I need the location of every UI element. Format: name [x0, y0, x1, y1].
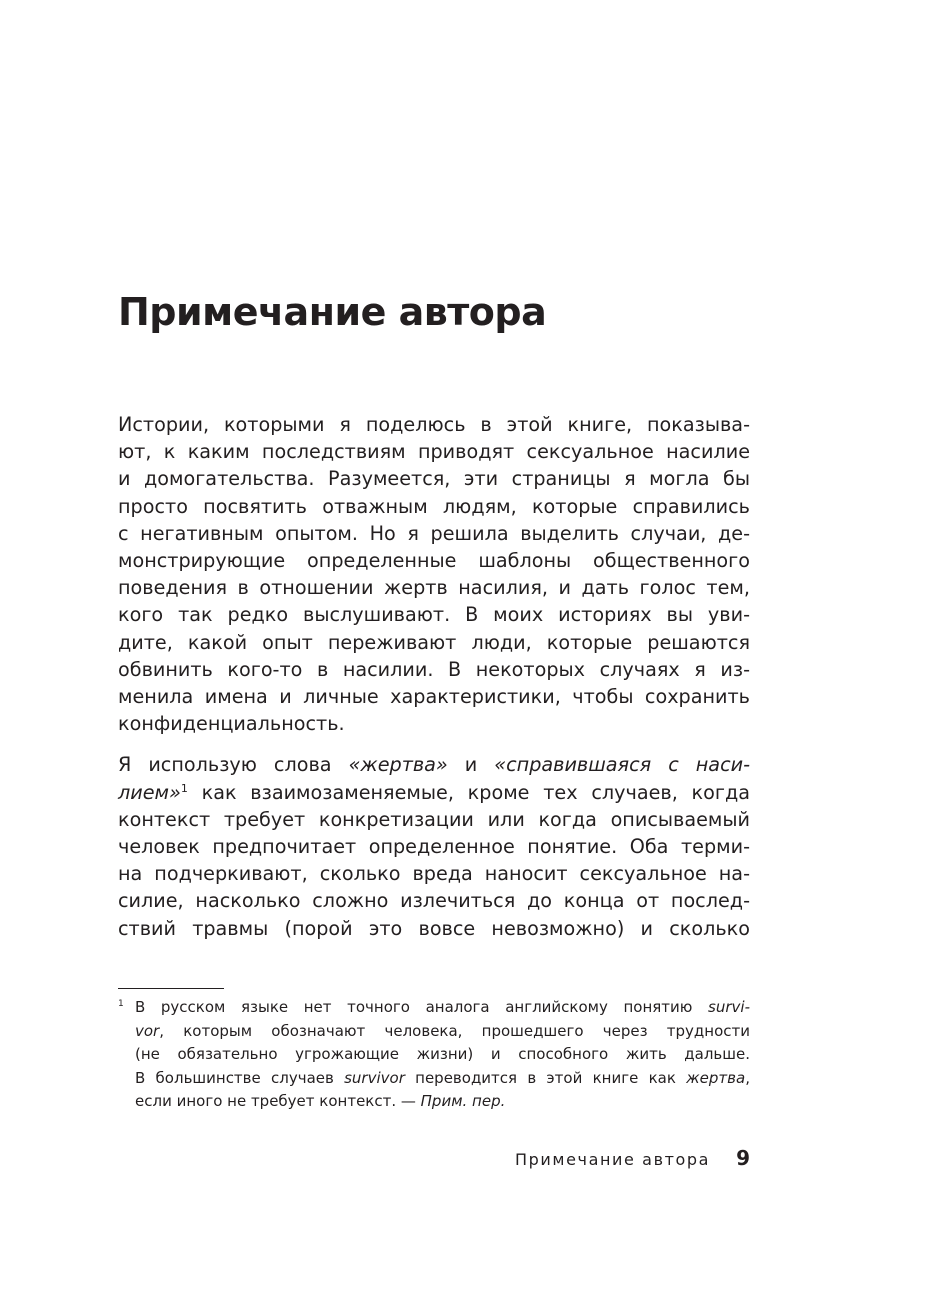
- text-line: Истории, которыми я поделюсь в этой книге, показыва-: [118, 413, 750, 436]
- footnote-divider: [118, 988, 224, 989]
- text-line: менила имена и личные характеристики, чтобы сохранить: [118, 685, 750, 709]
- text-line: ют, к каким последствиям приводят сексуальное насилие: [118, 440, 750, 464]
- text-line: силие, насколько сложно излечиться до конца от послед-: [118, 889, 750, 913]
- text-run: В русском языке нет точного аналога английскому понятию: [135, 998, 709, 1016]
- text-line: просто посвятить отважным людям, которые справились: [118, 494, 750, 518]
- footnote-line: [135, 1020, 750, 1044]
- paragraph-1: [118, 411, 750, 737]
- text-line: монстрирующие определенные шаблоны общественного: [118, 549, 750, 573]
- text-line: с негативным опытом. Но я решила выделить случаи, де-: [118, 521, 750, 545]
- text-run: как взаимозаменяемые, кроме тех случаев, когда: [187, 780, 750, 804]
- term-victim: жертва: [686, 1068, 746, 1087]
- text-line: человек предпочитает определенное понятие. Оба терми-: [118, 835, 750, 859]
- text-run: переводится в этой книге как: [404, 1068, 687, 1087]
- text-run: , которым обозначают человека, прошедшего через трудности: [159, 1021, 750, 1040]
- footnote-reference[interactable]: 1: [180, 781, 188, 795]
- footnote-line: [135, 1067, 750, 1091]
- text-line: и домогательства. Разумеется, эти страницы я могла бы: [118, 467, 750, 491]
- term-survivor-en-end: vor: [135, 1021, 160, 1040]
- text-line: поведения в отношении жертв насилия, и дать голос тем,: [118, 576, 750, 600]
- term-survivor-en: survivor: [344, 1068, 405, 1087]
- text-run: если иного не требует контекст. —: [135, 1092, 421, 1111]
- text-line: [118, 751, 750, 778]
- running-title: Примечание автора: [515, 1150, 711, 1169]
- term-survivor-end: лием»: [118, 780, 181, 804]
- chapter-title: Примечание автора: [118, 290, 547, 334]
- text-line: кого так редко выслушивают. В моих историях вы уви-: [118, 603, 750, 627]
- paragraph-2: [118, 751, 750, 941]
- body-text: [118, 411, 750, 956]
- text-run: Я использую слова: [118, 753, 349, 777]
- text-line: конфиденциальность.: [118, 712, 345, 736]
- text-line: обвинить кого-то в насилии. В некоторых случаях я из-: [118, 657, 750, 681]
- footnote-mark: 1: [118, 999, 124, 1009]
- text-line: контекст требует конкретизации или когда описываемый: [118, 807, 750, 831]
- text-line: ствий травмы (порой это вовсе невозможно) и сколько: [118, 916, 750, 940]
- text-line: на подчеркивают, сколько вреда наносит сексуальное на-: [118, 862, 750, 886]
- footnote: [118, 996, 750, 1114]
- footnote-line: [135, 1090, 750, 1114]
- running-footer: [400, 1146, 750, 1172]
- page-number: 9: [736, 1146, 750, 1170]
- footnote-line: (не обязательно угрожающие жизни) и способного жить дальше.: [135, 1045, 750, 1064]
- footnote-body: [135, 996, 750, 1114]
- term-survivor-en: survi-: [708, 998, 750, 1016]
- text-line: дите, какой опыт переживают люди, которые решаются: [118, 630, 750, 654]
- text-line: [118, 779, 750, 806]
- term-victim: «жертва»: [348, 753, 448, 777]
- text-run: ,: [745, 1068, 750, 1087]
- footnote-line: [135, 996, 750, 1020]
- text-run: В большинстве случаев: [135, 1068, 345, 1087]
- translator-note: Прим. пер.: [420, 1092, 506, 1111]
- term-survivor: «справившаяся с наси-: [494, 753, 751, 777]
- text-run: и: [447, 753, 495, 777]
